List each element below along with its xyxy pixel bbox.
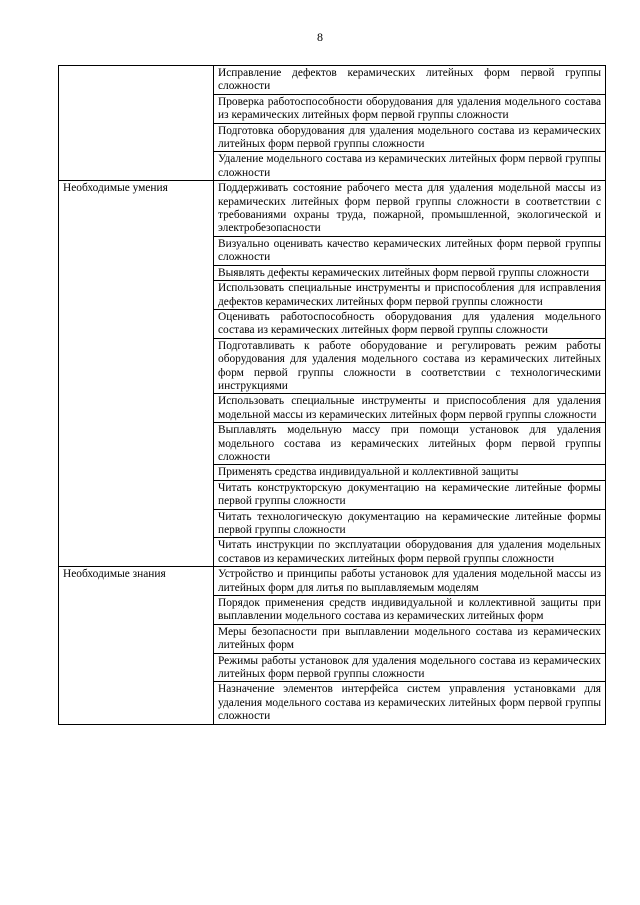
requirement-item: Порядок применения средств индивидуальной и коллективной защиты при выплавлении модельного состава из керамических литейных форм	[214, 596, 606, 625]
requirement-item: Подготавливать к работе оборудование и регулировать режим работы оборудования для удаления модельного состава из керамических литейных форм первой группы сложности в соответствии с технологическими инструкциями	[214, 338, 606, 394]
requirement-item: Назначение элементов интерфейса систем управления установками для удаления модельного состава из керамических литейных форм первой группы сложности	[214, 682, 606, 724]
requirement-item: Подготовка оборудования для удаления модельного состава из керамических литейных форм первой группы сложности	[214, 123, 606, 152]
requirement-item: Режимы работы установок для удаления модельного состава из керамических литейных форм первой группы сложности	[214, 653, 606, 682]
requirement-item: Удаление модельного состава из керамических литейных форм первой группы сложности	[214, 152, 606, 181]
group-label	[59, 66, 214, 181]
group-label: Необходимые знания	[59, 567, 214, 724]
requirement-item: Оценивать работоспособность оборудования для удаления модельного состава из керамических литейных форм первой группы сложности	[214, 309, 606, 338]
requirements-table	[58, 65, 606, 725]
table-row	[59, 181, 606, 237]
group-label: Необходимые умения	[59, 181, 214, 567]
requirement-item: Читать конструкторскую документацию на керамические литейные формы первой группы сложности	[214, 480, 606, 509]
requirement-item: Использовать специальные инструменты и приспособления для исправления дефектов керамических литейных форм первой группы сложности	[214, 281, 606, 310]
requirement-item: Выявлять дефекты керамических литейных форм первой группы сложности	[214, 265, 606, 280]
page-number: 8	[317, 30, 323, 44]
requirements-table-body	[59, 66, 606, 725]
table-row	[59, 66, 606, 95]
requirement-item: Читать технологическую документацию на керамические литейные формы первой группы сложности	[214, 509, 606, 538]
requirement-item: Использовать специальные инструменты и приспособления для удаления модельной массы из керамических литейных форм первой группы сложности	[214, 394, 606, 423]
requirement-item: Выплавлять модельную массу при помощи установок для удаления модельного состава из керамических литейных форм первой группы сложности	[214, 423, 606, 465]
requirement-item: Читать инструкции по эксплуатации оборудования для удаления модельных составов из керамических литейных форм первой группы сложности	[214, 538, 606, 567]
requirement-item: Визуально оценивать качество керамических литейных форм первой группы сложности	[214, 236, 606, 265]
requirement-item: Устройство и принципы работы установок для удаления модельной массы из литейных форм для литья по выплавляемым моделям	[214, 567, 606, 596]
table-row	[59, 567, 606, 596]
requirement-item: Проверка работоспособности оборудования для удаления модельного состава из керамических литейных форм первой группы сложности	[214, 94, 606, 123]
requirement-item: Исправление дефектов керамических литейных форм первой группы сложности	[214, 66, 606, 95]
requirement-item: Применять средства индивидуальной и коллективной защиты	[214, 465, 606, 480]
requirement-item: Меры безопасности при выплавлении модельного состава из керамических литейных форм	[214, 624, 606, 653]
requirement-item: Поддерживать состояние рабочего места для удаления модельной массы из керамических литейных форм первой группы сложности в соответствии с требованиями охраны труда, пожарной, промышленной, экологической и электробезопасности	[214, 181, 606, 237]
